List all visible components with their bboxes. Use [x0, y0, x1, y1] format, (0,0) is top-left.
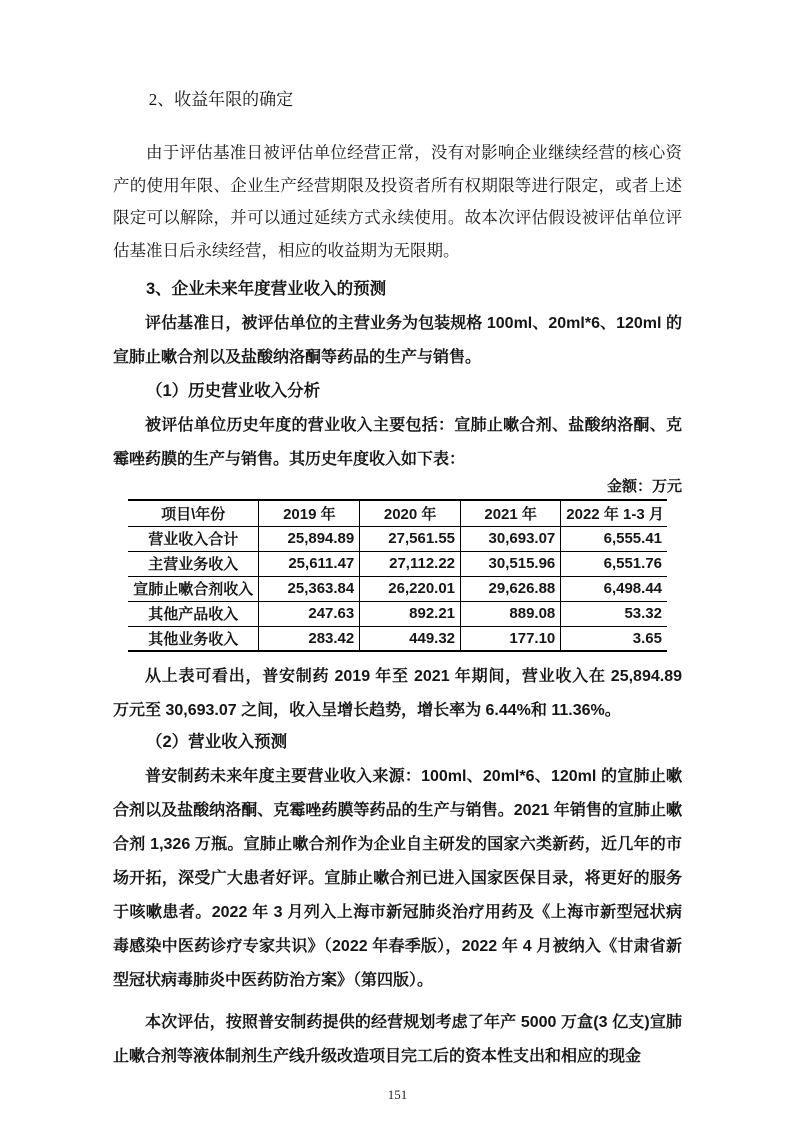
cell-value: 30,515.96 — [461, 551, 561, 576]
table-row — [128, 526, 667, 551]
para-historical-revenue: 被评估单位历史年度的营业收入主要包括：宣肺止嗽合剂、盐酸纳洛酮、克霉唑药膜的生产与销售。其历史年度收入如下表： — [113, 417, 682, 468]
section-heading-revenue-forecast: 3、企业未来年度营业收入的预测 — [146, 280, 387, 298]
cell-value: 27,112.22 — [360, 551, 461, 576]
cell-value: 247.63 — [259, 601, 360, 626]
cell-value: 26,220.01 — [360, 576, 461, 601]
section-heading-income-period: 2、收益年限的确定 — [148, 90, 294, 109]
table-row — [128, 626, 667, 651]
table-column-header: 2021 年 — [461, 500, 561, 526]
cell-value: 25,894.89 — [259, 526, 360, 551]
row-label: 其他产品收入 — [128, 601, 259, 626]
table-header-row — [128, 500, 667, 526]
table-row — [128, 551, 667, 576]
cell-value: 29,626.88 — [461, 576, 561, 601]
cell-value: 6,551.76 — [561, 551, 667, 576]
table-row — [128, 576, 667, 601]
historical-revenue-table — [128, 499, 667, 652]
table-column-header: 2020 年 — [360, 500, 461, 526]
cell-value: 889.08 — [461, 601, 561, 626]
row-label: 其他业务收入 — [128, 626, 259, 651]
para-revenue-forecast: 普安制药未来年度主要营业收入来源：100ml、20ml*6、120ml 的宣肺止嗽合剂以及盐酸纳洛酮、克霉唑药膜等药品的生产与销售。2021 年销售的宣肺止嗽合剂 1,326 万瓶。宣肺止嗽合剂作为企业自主研发的国家六类新药，近几年的市场开拓，深受广大患者好评。宣肺止嗽合剂已进入国家医保目录，将更好的服务于咳嗽患者。2022 年 3 月列入上海市新冠肺炎治疗用药及《上海市新型冠状病毒感染中医药诊疗专家共识》（2022 年春季版），2022 年 4 月被纳入《甘肃省新型冠状病毒肺炎中医药防治方案》（第四版）。 — [113, 768, 682, 989]
sub-heading-revenue-forecast: （2）营业收入预测 — [146, 733, 288, 751]
revenue-table-header — [128, 500, 667, 526]
row-label: 主营业务收入 — [128, 551, 259, 576]
cell-value: 449.32 — [360, 626, 461, 651]
table-column-header: 2022 年 1-3 月 — [561, 500, 667, 526]
table-column-header: 项目\年份 — [128, 500, 259, 526]
cell-value: 25,611.47 — [259, 551, 360, 576]
page-number: 151 — [387, 1087, 408, 1102]
cell-value: 177.10 — [461, 626, 561, 651]
cell-value: 3.65 — [632, 629, 662, 647]
cell-value: 6,555.41 — [561, 526, 667, 551]
cell-value: 283.42 — [259, 626, 360, 651]
cell-value: 6,498.44 — [561, 576, 667, 601]
cell-value: 25,363.84 — [259, 576, 360, 601]
table-unit-note: 金额：万元 — [606, 478, 682, 495]
cell-value: 27,561.55 — [360, 526, 461, 551]
para-income-period: 由于评估基准日被评估单位经营正常，没有对影响企业继续经营的核心资产的使用年限、企业生产经营期限及投资者所有权期限等进行限定，或者上述限定可以解除，并可以通过延续方式永续使用。故本次评估假设被评估单位评估基准日后永续经营，相应的收益期为无限期。 — [113, 143, 682, 260]
revenue-table-body — [128, 526, 667, 651]
para-table-conclusion: 从上表可看出，普安制药 2019 年至 2021 年期间，营业收入在 25,894.89 万元至 30,693.07 之间，收入呈增长趋势，增长率为 6.44%和 11.36%。 — [113, 668, 682, 719]
para-main-business: 评估基准日，被评估单位的主营业务为包装规格 100ml、20ml*6、120ml 的宣肺止嗽合剂以及盐酸纳洛酮等药品的生产与销售。 — [113, 315, 682, 366]
table-row — [128, 601, 667, 626]
row-label: 宣肺止嗽合剂收入 — [128, 576, 259, 601]
row-label: 营业收入合计 — [128, 526, 259, 551]
cell-value: 53.32 — [561, 601, 667, 626]
cell-value: 892.21 — [360, 601, 461, 626]
sub-heading-historical-analysis: （1）历史营业收入分析 — [146, 382, 321, 400]
cell-value: 30,693.07 — [461, 526, 561, 551]
para-capex: 本次评估，按照普安制药提供的经营规划考虑了年产 5000 万盒(3 亿支)宣肺止嗽合剂等液体制剂生产线升级改造项目完工后的资本性支出和相应的现金 — [113, 1014, 682, 1065]
table-column-header: 2019 年 — [259, 500, 360, 526]
